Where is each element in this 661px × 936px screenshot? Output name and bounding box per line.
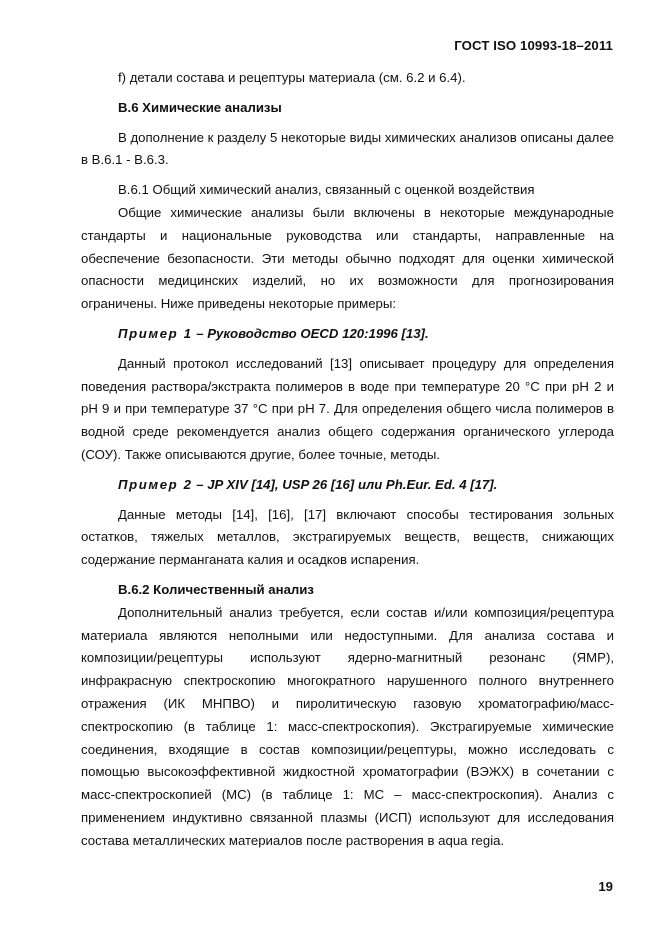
paragraph-item-f: f) детали состава и рецептуры материала (см. 6.2 и 6.4). xyxy=(118,70,466,85)
paragraph-oecd: Данный протокол исследований [13] описывает процедуру для определения поведения раствора/экстракта полимеров в воде при температуре 20 °С при рН 2 и рН 9 и при температуре 37 °С при рН 7. Для определения общего числа полимеров в водной среде рекомендуется анализ общего содержания органического углерода (СОУ). Также описываются другие, более точные, методы. xyxy=(81,355,614,462)
example-2-reference: – JP XIV [14], USP 26 [16] или Ph.Eur. Ed. 4 [17]. xyxy=(192,476,498,492)
example-1-lead: Пример 1 xyxy=(118,325,193,341)
paragraph-methods: Данные методы [14], [16], [17] включают способы тестирования зольных остатков, тяжелых металлов, экстрагируемых веществ, веществ, снижающих содержание перманганата калия и осадков испарения. xyxy=(81,506,614,568)
example-2-lead: Пример 2 xyxy=(118,476,193,492)
standard-header: ГОСТ ISO 10993-18–2011 xyxy=(454,38,613,53)
subsection-title-b61: В.6.1 Общий химический анализ, связанный с оценкой воздействия xyxy=(118,182,535,198)
section-heading-b62: В.6.2 Количественный анализ xyxy=(118,581,314,597)
example-2 xyxy=(118,474,614,497)
example-1 xyxy=(118,323,614,346)
page-number: 19 xyxy=(598,879,613,894)
paragraph-quantitative: Дополнительный анализ требуется, если состав и/или композиция/рецептура материала являются неполными или недоступными. Для анализа состава и композиции/рецептуры используют ядерно-магнитный резонанс (ЯМР), инфракрасную спектроскопию многократного нарушенного полного внутреннего отражения (ИК МНПВО) и пиролитическую газовую хроматографию/масс-спектроскопию (в таблице 1: масс-спектроскопия). Экстрагируемые химические соединения, входящие в состав композиции/рецептуры, можно исследовать с помощью высокоэффективной жидкостной хроматографии (ВЭЖХ) в сочетании с масс-спектроскопией (МС) (в таблице 1: МС – масс-спектроскопия). Анализ с применением индуктивно связанной плазмы (ИСП) используют для исследования состава металлических материалов после растворения в aqua regia. xyxy=(81,604,614,848)
document-body xyxy=(81,67,614,853)
paragraph-intro: В дополнение к разделу 5 некоторые виды химических анализов описаны далее в В.6.1 - В.6.3. xyxy=(81,129,614,168)
example-1-reference: – Руководство OECD 120:1996 [13]. xyxy=(192,325,429,341)
section-heading-b6: В.6 Химические анализы xyxy=(118,99,282,115)
paragraph-general-analysis: Общие химические анализы были включены в некоторые международные стандарты и национальные руководства или стандарты, направленные на обеспечение безопасности. Эти методы обычно подходят для оценки химической опасности медицинских изделий, но их возможности для прогнозирования ограничены. Ниже приведены некоторые примеры: xyxy=(81,204,614,312)
